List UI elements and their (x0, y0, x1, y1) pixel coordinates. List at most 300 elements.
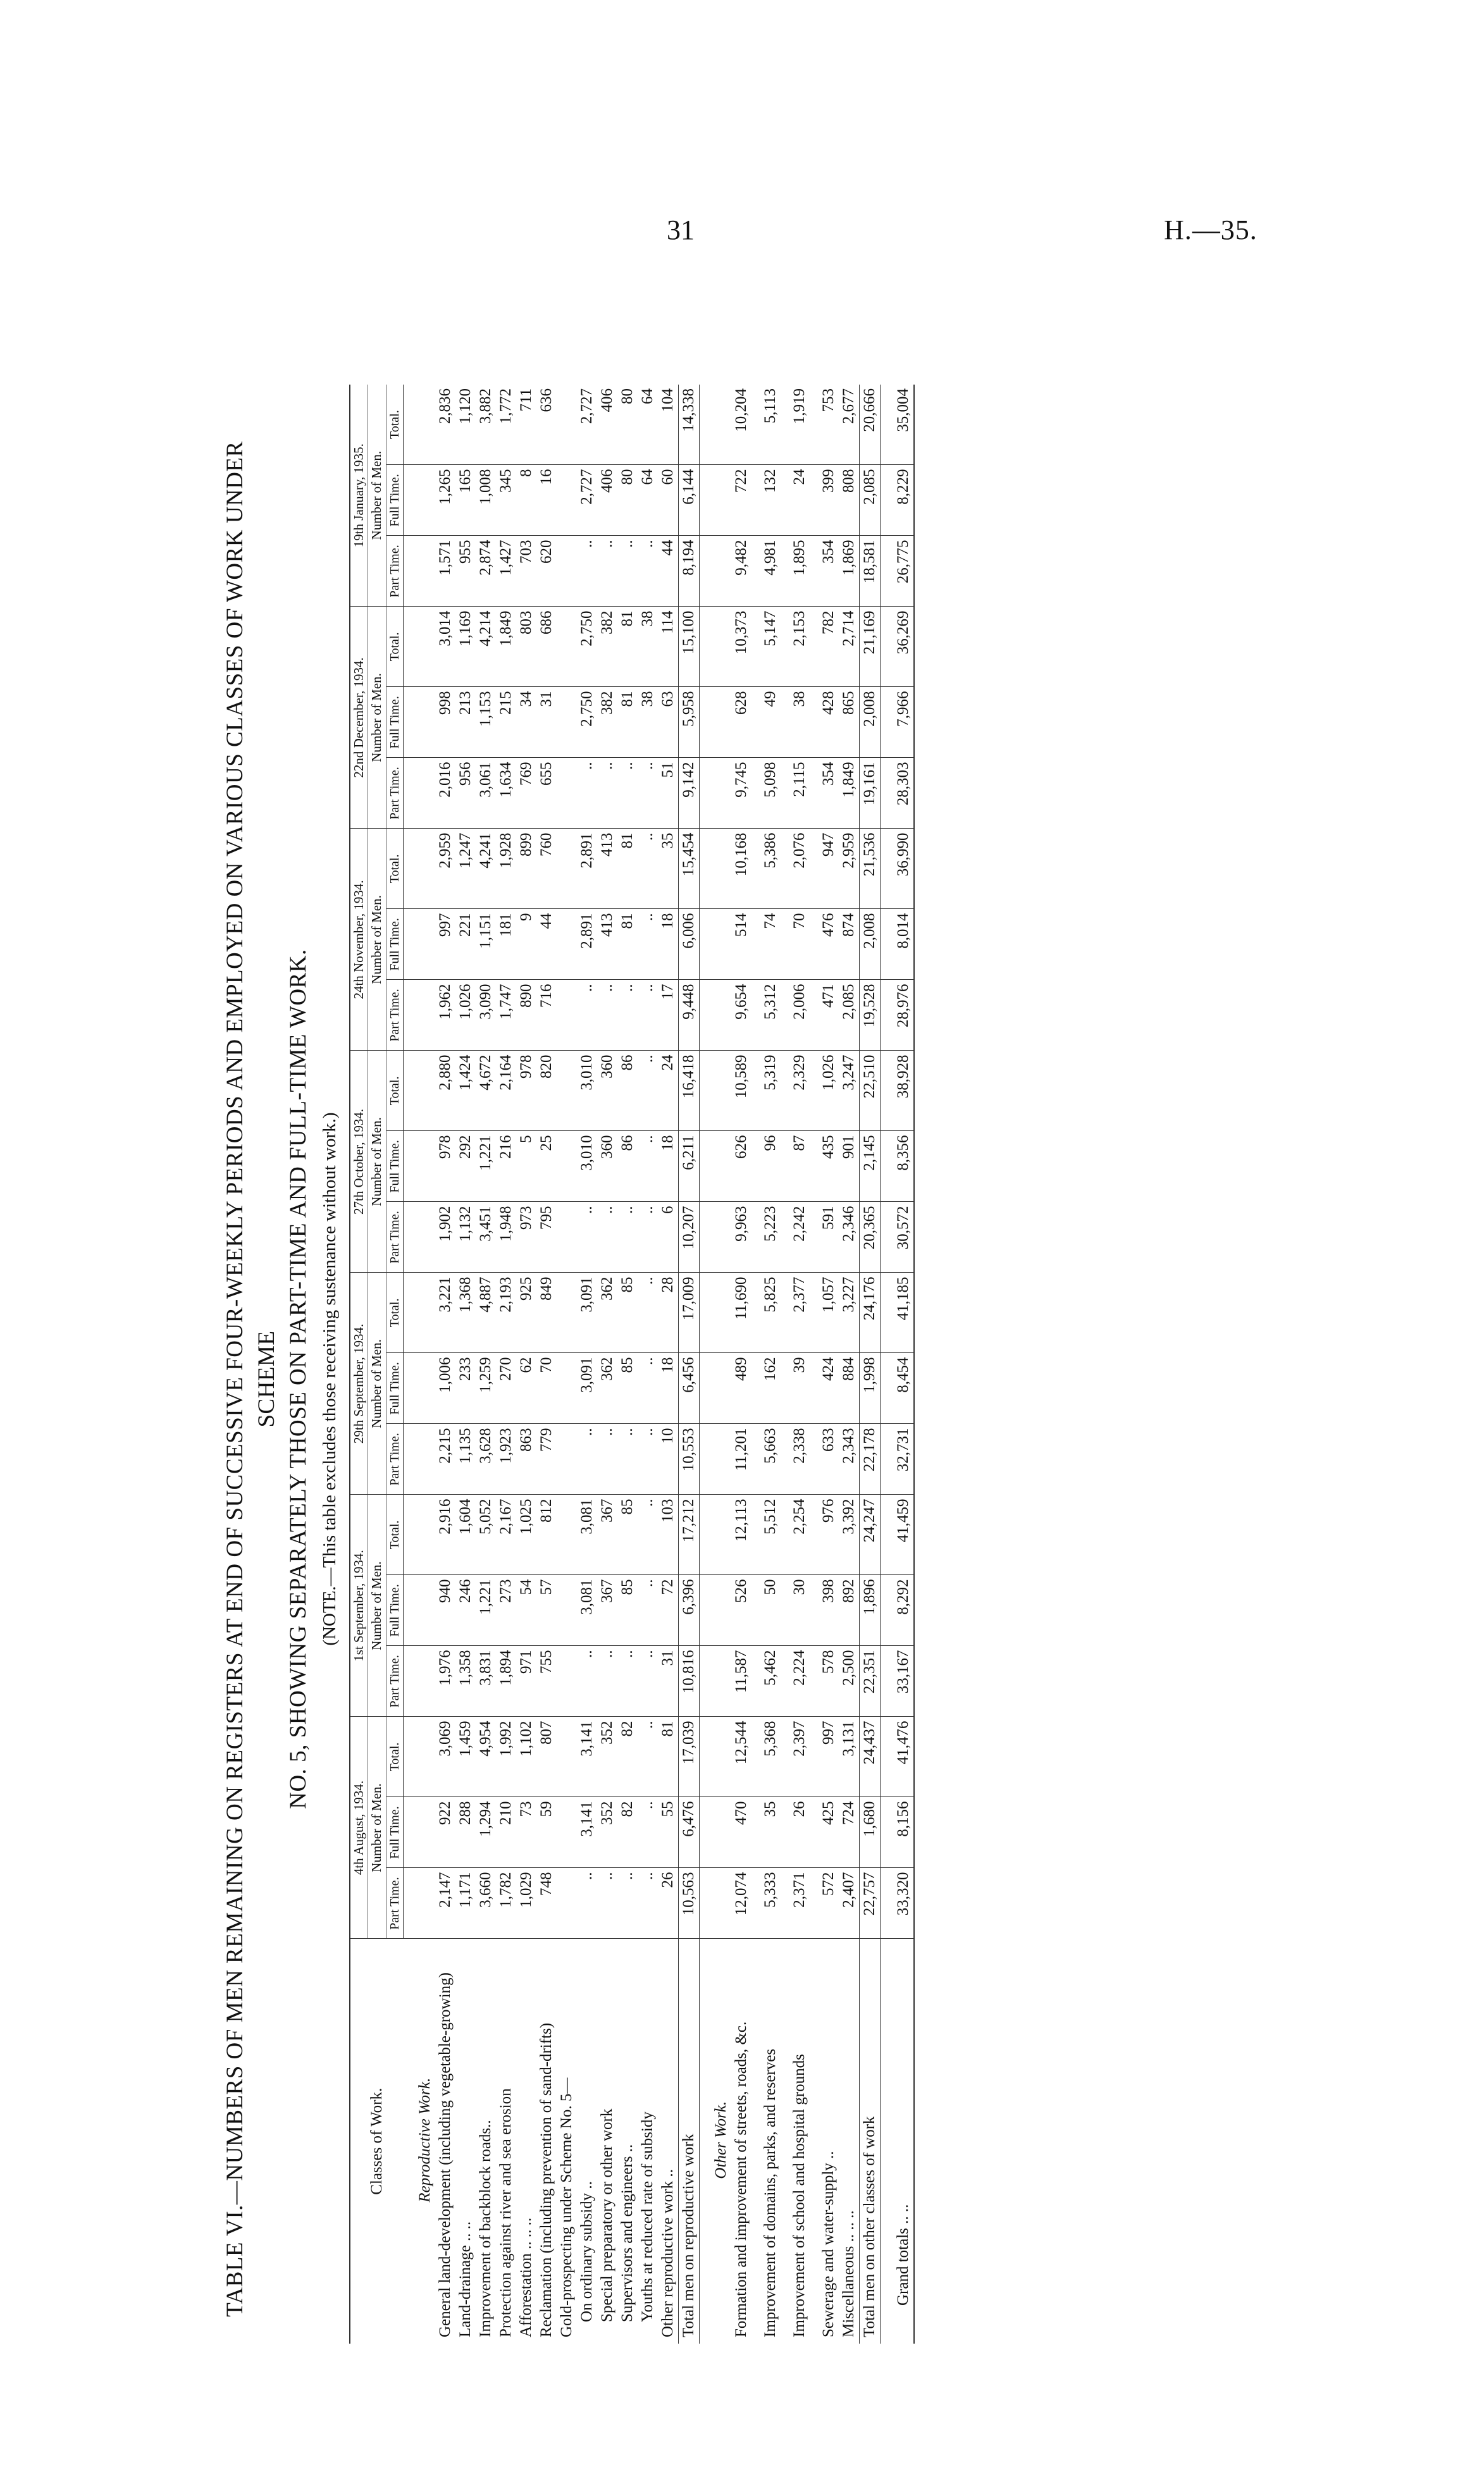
cell-value: 354 (810, 536, 839, 607)
cell-value: 2,407 (839, 1868, 860, 1939)
cell-value (404, 1868, 435, 1939)
cell-value: 60 (658, 465, 679, 536)
cell-value: 85 (617, 1575, 638, 1646)
total-row (880, 385, 914, 2344)
cell-value: 246 (455, 1575, 476, 1646)
cell-value (699, 1575, 731, 1646)
cell-value: 9,448 (678, 980, 699, 1051)
cell-value: 38 (638, 607, 658, 687)
cell-value (404, 536, 435, 607)
cell-value: 38,928 (880, 1051, 914, 1131)
cell-value: 6 (658, 1202, 679, 1273)
cell-value: 4,887 (476, 1273, 496, 1353)
cell-value: 41,459 (880, 1495, 914, 1575)
cell-value: 17,009 (678, 1273, 699, 1353)
cell-value: 997 (435, 909, 455, 980)
cell-value: 1,294 (476, 1797, 496, 1868)
cell-value: 2,193 (496, 1273, 516, 1353)
cell-value: 1,998 (859, 1353, 880, 1424)
cell-value: 8,014 (880, 909, 914, 980)
cell-value: 12,544 (731, 1717, 751, 1797)
cell-value: 15,454 (678, 829, 699, 909)
cell-value: 795 (536, 1202, 557, 1273)
row-label: Youths at reduced rate of subsidy (638, 2111, 656, 2322)
cell-value: .. (638, 1495, 658, 1575)
cell-value: 5,312 (751, 980, 781, 1051)
cell-value (699, 607, 731, 687)
cell-value (699, 980, 731, 1051)
cell-value: 901 (839, 1131, 860, 1202)
header-number-of-men: Number of Men. (368, 1273, 386, 1495)
cell-value: 971 (516, 1646, 536, 1717)
cell-value: 1,169 (455, 607, 476, 687)
cell-value: 3,221 (435, 1273, 455, 1353)
cell-value: 2,329 (781, 1051, 810, 1131)
cell-value: 748 (536, 1868, 557, 1939)
cell-value: 578 (810, 1646, 839, 1717)
cell-value: 1,008 (476, 465, 496, 536)
header-period: 22nd December, 1934. (350, 607, 368, 829)
cell-value (557, 1131, 577, 1202)
cell-value: 1,265 (435, 465, 455, 536)
cell-value: 2,836 (435, 385, 455, 465)
cell-value: 32,731 (880, 1424, 914, 1495)
cell-value: 7,966 (880, 687, 914, 758)
cell-value: 8,194 (678, 536, 699, 607)
cell-value: 20,365 (859, 1202, 880, 1273)
cell-value (699, 1051, 731, 1131)
cell-value: 5,462 (751, 1646, 781, 1717)
cell-value: .. (577, 980, 597, 1051)
cell-value: 724 (839, 1797, 860, 1868)
cell-value: 3,069 (435, 1717, 455, 1797)
cell-value: 80 (617, 385, 638, 465)
cell-value: 19,528 (859, 980, 880, 1051)
table-title-line-1: TABLE VI.—NUMBERS OF MEN REMAINING ON REGISTERS AT END OF SUCCESSIVE FOUR-WEEKLY PERIODS AND EMPLOYED ON VARIOUS CLASSES OF WORK UNDER SCHEME (222, 441, 280, 2317)
cell-value: 21,169 (859, 607, 880, 687)
section-heading-row (404, 385, 435, 2344)
cell-value: 11,587 (731, 1646, 751, 1717)
cell-value: 81 (617, 607, 638, 687)
cell-value: 64 (638, 385, 658, 465)
header-row-periods (350, 385, 368, 2344)
row-label: Land-drainage .. .. (456, 2221, 474, 2337)
row-label: Special preparatory or other work (598, 2108, 615, 2322)
table-row (455, 385, 476, 2344)
header-part-time: Part Time. (386, 758, 403, 829)
cell-value: 16 (536, 465, 557, 536)
cell-value: 18,581 (859, 536, 880, 607)
cell-value: 1,135 (455, 1424, 476, 1495)
cell-value: 812 (536, 1495, 557, 1575)
cell-value: .. (638, 536, 658, 607)
cell-value (699, 1424, 731, 1495)
total-row (678, 385, 699, 2344)
cell-value: 471 (810, 980, 839, 1051)
cell-value: 24 (781, 465, 810, 536)
cell-value: 722 (731, 465, 751, 536)
cell-value (699, 829, 731, 909)
cell-value: 6,006 (678, 909, 699, 980)
header-full-time: Full Time. (386, 1131, 403, 1202)
header-full-time: Full Time. (386, 1353, 403, 1424)
table-row (658, 385, 679, 2344)
cell-value: 2,006 (781, 980, 810, 1051)
table-row (516, 385, 536, 2344)
cell-value: 17,039 (678, 1717, 699, 1797)
header-full-time: Full Time. (386, 1797, 403, 1868)
cell-value: 8,229 (880, 465, 914, 536)
header-period: 19th January, 1935. (350, 385, 368, 607)
cell-value: .. (597, 1202, 617, 1273)
cell-value: 1,604 (455, 1495, 476, 1575)
cell-value: 1,026 (455, 980, 476, 1051)
cell-value: 6,396 (678, 1575, 699, 1646)
cell-value: 44 (536, 909, 557, 980)
cell-value: 24,437 (859, 1717, 880, 1797)
header-part-time: Part Time. (386, 1646, 403, 1717)
cell-value: .. (577, 1868, 597, 1939)
cell-value (699, 1131, 731, 1202)
cell-value: 1,923 (496, 1424, 516, 1495)
cell-value: 82 (617, 1797, 638, 1868)
cell-value: 31 (658, 1646, 679, 1717)
cell-value: 26,775 (880, 536, 914, 607)
cell-value: 2,714 (839, 607, 860, 687)
cell-value: .. (638, 1424, 658, 1495)
cell-value: 55 (658, 1797, 679, 1868)
cell-value (557, 1424, 577, 1495)
cell-value: 435 (810, 1131, 839, 1202)
cell-value: 10,816 (678, 1646, 699, 1717)
table-row (536, 385, 557, 2344)
document-reference: H.—35. (1164, 214, 1258, 245)
table-title (220, 414, 314, 2344)
cell-value: 3,660 (476, 1868, 496, 1939)
section-heading-row (699, 385, 731, 2344)
cell-value: 849 (536, 1273, 557, 1353)
table-row (810, 385, 839, 2344)
header-total: Total. (386, 1273, 403, 1353)
cell-value: .. (597, 1868, 617, 1939)
cell-value: 399 (810, 465, 839, 536)
cell-value: 270 (496, 1353, 516, 1424)
cell-value: 1,221 (476, 1131, 496, 1202)
cell-value: .. (617, 1424, 638, 1495)
row-label: Total men on other classes of work (859, 1939, 880, 2344)
cell-value: 997 (810, 1717, 839, 1797)
cell-value: 3,141 (577, 1797, 597, 1868)
cell-value: .. (638, 1717, 658, 1797)
cell-value: 2,750 (577, 687, 597, 758)
cell-value: 1,782 (496, 1868, 516, 1939)
cell-value: 85 (617, 1273, 638, 1353)
cell-value: 8,454 (880, 1353, 914, 1424)
cell-value: 2,343 (839, 1424, 860, 1495)
cell-value: 2,500 (839, 1646, 860, 1717)
cell-value: 760 (536, 829, 557, 909)
cell-value: 4,672 (476, 1051, 496, 1131)
cell-value: 36,990 (880, 829, 914, 909)
header-full-time: Full Time. (386, 465, 403, 536)
cell-value: 82 (617, 1717, 638, 1797)
cell-value (699, 1797, 731, 1868)
cell-value (699, 1868, 731, 1939)
cell-value: 81 (617, 829, 638, 909)
cell-value: 165 (455, 465, 476, 536)
cell-value: 2,916 (435, 1495, 455, 1575)
header-part-time: Part Time. (386, 980, 403, 1051)
cell-value (404, 687, 435, 758)
cell-value: 3,014 (435, 607, 455, 687)
cell-value: 978 (435, 1131, 455, 1202)
cell-value: 2,338 (781, 1424, 810, 1495)
cell-value: 50 (751, 1575, 781, 1646)
cell-value: .. (617, 1868, 638, 1939)
cell-value: 18 (658, 1353, 679, 1424)
cell-value: .. (597, 758, 617, 829)
cell-value: .. (597, 1424, 617, 1495)
cell-value: 10,563 (678, 1868, 699, 1939)
row-label: Total men on reproductive work (678, 1939, 699, 2344)
cell-value: 2,377 (781, 1273, 810, 1353)
cell-value: 221 (455, 909, 476, 980)
cell-value: 3,010 (577, 1131, 597, 1202)
header-period: 4th August, 1934. (350, 1717, 368, 1939)
cell-value: 216 (496, 1131, 516, 1202)
cell-value: .. (597, 980, 617, 1051)
table-body (404, 385, 914, 2344)
row-label: On ordinary subsidy .. (578, 2181, 595, 2322)
cell-value: 10,168 (731, 829, 751, 909)
cell-value: 1,992 (496, 1717, 516, 1797)
cell-value (557, 385, 577, 465)
cell-value: 753 (810, 385, 839, 465)
cell-value: 925 (516, 1273, 536, 1353)
cell-value (404, 385, 435, 465)
cell-value: 526 (731, 1575, 751, 1646)
cell-value: .. (638, 980, 658, 1051)
cell-value: 1,571 (435, 536, 455, 607)
cell-value: 1,171 (455, 1868, 476, 1939)
header-total: Total. (386, 607, 403, 687)
cell-value: 3,227 (839, 1273, 860, 1353)
table-row (597, 385, 617, 2344)
cell-value: 18 (658, 909, 679, 980)
cell-value: 1,849 (496, 607, 516, 687)
cell-value: .. (617, 1202, 638, 1273)
cell-value: 10,589 (731, 1051, 751, 1131)
cell-value: .. (638, 1646, 658, 1717)
cell-value: 292 (455, 1131, 476, 1202)
cell-value: 1,029 (516, 1868, 536, 1939)
cell-value: 6,456 (678, 1353, 699, 1424)
cell-value: .. (617, 1646, 638, 1717)
cell-value (699, 909, 731, 980)
cell-value: 4,214 (476, 607, 496, 687)
cell-value: .. (617, 758, 638, 829)
cell-value: 1,120 (455, 385, 476, 465)
cell-value: 1,680 (859, 1797, 880, 1868)
cell-value (404, 1575, 435, 1646)
cell-value: 5,512 (751, 1495, 781, 1575)
row-label: Reclamation (including prevention of sand-drifts) (537, 2022, 555, 2337)
header-part-time: Part Time. (386, 536, 403, 607)
table-row (496, 385, 516, 2344)
cell-value: 514 (731, 909, 751, 980)
cell-value: .. (617, 980, 638, 1051)
table-row (577, 385, 597, 2344)
row-label: Other reproductive work .. (659, 2169, 676, 2337)
header-total: Total. (386, 1495, 403, 1575)
cell-value: 73 (516, 1797, 536, 1868)
cell-value: 10 (658, 1424, 679, 1495)
cell-value: 59 (536, 1797, 557, 1868)
cell-value: 626 (731, 1131, 751, 1202)
cell-value: 874 (839, 909, 860, 980)
cell-value: 1,849 (839, 758, 860, 829)
cell-value (557, 687, 577, 758)
cell-value: 884 (839, 1353, 860, 1424)
cell-value: 6,211 (678, 1131, 699, 1202)
table-row (638, 385, 658, 2344)
row-label: Improvement of domains, parks, and reserves (761, 2048, 779, 2337)
header-number-of-men: Number of Men. (368, 829, 386, 1051)
cell-value: 85 (617, 1353, 638, 1424)
cell-value: 5,319 (751, 1051, 781, 1131)
cell-value: 2,164 (496, 1051, 516, 1131)
cell-value: 5,368 (751, 1717, 781, 1797)
cell-value: 5,098 (751, 758, 781, 829)
cell-value (699, 1273, 731, 1353)
cell-value (404, 1273, 435, 1353)
cell-value (557, 1051, 577, 1131)
cell-value: 1,948 (496, 1202, 516, 1273)
cell-value (557, 536, 577, 607)
cell-value: 72 (658, 1575, 679, 1646)
cell-value: .. (638, 829, 658, 909)
cell-value: 2,727 (577, 465, 597, 536)
cell-value: 572 (810, 1868, 839, 1939)
cell-value: 620 (536, 536, 557, 607)
cell-value: 162 (751, 1353, 781, 1424)
cell-value: 5,333 (751, 1868, 781, 1939)
cell-value: .. (577, 758, 597, 829)
cell-value (404, 1797, 435, 1868)
cell-value: 10,553 (678, 1424, 699, 1495)
header-number-of-men: Number of Men. (368, 1717, 386, 1939)
cell-value: 16,418 (678, 1051, 699, 1131)
cell-value: 70 (536, 1353, 557, 1424)
cell-value: 922 (435, 1797, 455, 1868)
cell-value (699, 1495, 731, 1575)
cell-value: 30 (781, 1575, 810, 1646)
cell-value: 3,010 (577, 1051, 597, 1131)
row-label: Afforestation .. .. .. (517, 2217, 535, 2337)
cell-value (699, 385, 731, 465)
cell-value: 367 (597, 1575, 617, 1646)
cell-value (699, 1646, 731, 1717)
cell-value: 2,254 (781, 1495, 810, 1575)
cell-value: 808 (839, 465, 860, 536)
cell-value (404, 758, 435, 829)
cell-value: 899 (516, 829, 536, 909)
cell-value: 2,147 (435, 1868, 455, 1939)
cell-value: 54 (516, 1575, 536, 1646)
table-row (476, 385, 496, 2344)
cell-value: 362 (597, 1353, 617, 1424)
table-row (781, 385, 810, 2344)
work-classes-table (349, 385, 915, 2344)
header-total: Total. (386, 829, 403, 909)
cell-value: 31 (536, 687, 557, 758)
cell-value: 6,144 (678, 465, 699, 536)
cell-value: 34 (516, 687, 536, 758)
cell-value (557, 465, 577, 536)
cell-value: 11,690 (731, 1273, 751, 1353)
cell-value: 2,008 (859, 909, 880, 980)
cell-value: 2,242 (781, 1202, 810, 1273)
header-period: 1st September, 1934. (350, 1495, 368, 1717)
cell-value: 3,247 (839, 1051, 860, 1131)
cell-value: 51 (658, 758, 679, 829)
cell-value: 1,634 (496, 758, 516, 829)
header-part-time: Part Time. (386, 1202, 403, 1273)
cell-value: 1,962 (435, 980, 455, 1051)
header-total: Total. (386, 1051, 403, 1131)
cell-value: .. (577, 536, 597, 607)
cell-value: .. (638, 1575, 658, 1646)
cell-value: 2,153 (781, 607, 810, 687)
cell-value: 1,247 (455, 829, 476, 909)
cell-value: 57 (536, 1575, 557, 1646)
cell-value: 1,132 (455, 1202, 476, 1273)
cell-value: 3,392 (839, 1495, 860, 1575)
cell-value: 2,677 (839, 385, 860, 465)
cell-value: 413 (597, 909, 617, 980)
cell-value: 33,320 (880, 1868, 914, 1939)
cell-value: 181 (496, 909, 516, 980)
cell-value: .. (638, 909, 658, 980)
cell-value (557, 980, 577, 1051)
cell-value (404, 1424, 435, 1495)
cell-value (557, 1273, 577, 1353)
row-label: Sewerage and water-supply .. (819, 2151, 837, 2337)
cell-value: 15,100 (678, 607, 699, 687)
cell-value: .. (577, 1424, 597, 1495)
cell-value: 19,161 (859, 758, 880, 829)
row-label: Gold-prospecting under Scheme No. 5— (557, 2077, 575, 2337)
cell-value: 4,241 (476, 829, 496, 909)
cell-value: 3,141 (577, 1717, 597, 1797)
cell-value (404, 829, 435, 909)
cell-value: 978 (516, 1051, 536, 1131)
cell-value: 1,919 (781, 385, 810, 465)
header-part-time: Part Time. (386, 1868, 403, 1939)
header-full-time: Full Time. (386, 909, 403, 980)
cell-value: 1,221 (476, 1575, 496, 1646)
cell-value: 1,896 (859, 1575, 880, 1646)
table-note: (NOTE.—This table excludes those receiving sustenance without work.) (319, 1112, 340, 1646)
cell-value: 3,451 (476, 1202, 496, 1273)
cell-value: 2,750 (577, 607, 597, 687)
cell-value (699, 687, 731, 758)
table-row (751, 385, 781, 2344)
cell-value (557, 829, 577, 909)
cell-value: 49 (751, 687, 781, 758)
cell-value: 3,090 (476, 980, 496, 1051)
cell-value: .. (638, 1051, 658, 1131)
